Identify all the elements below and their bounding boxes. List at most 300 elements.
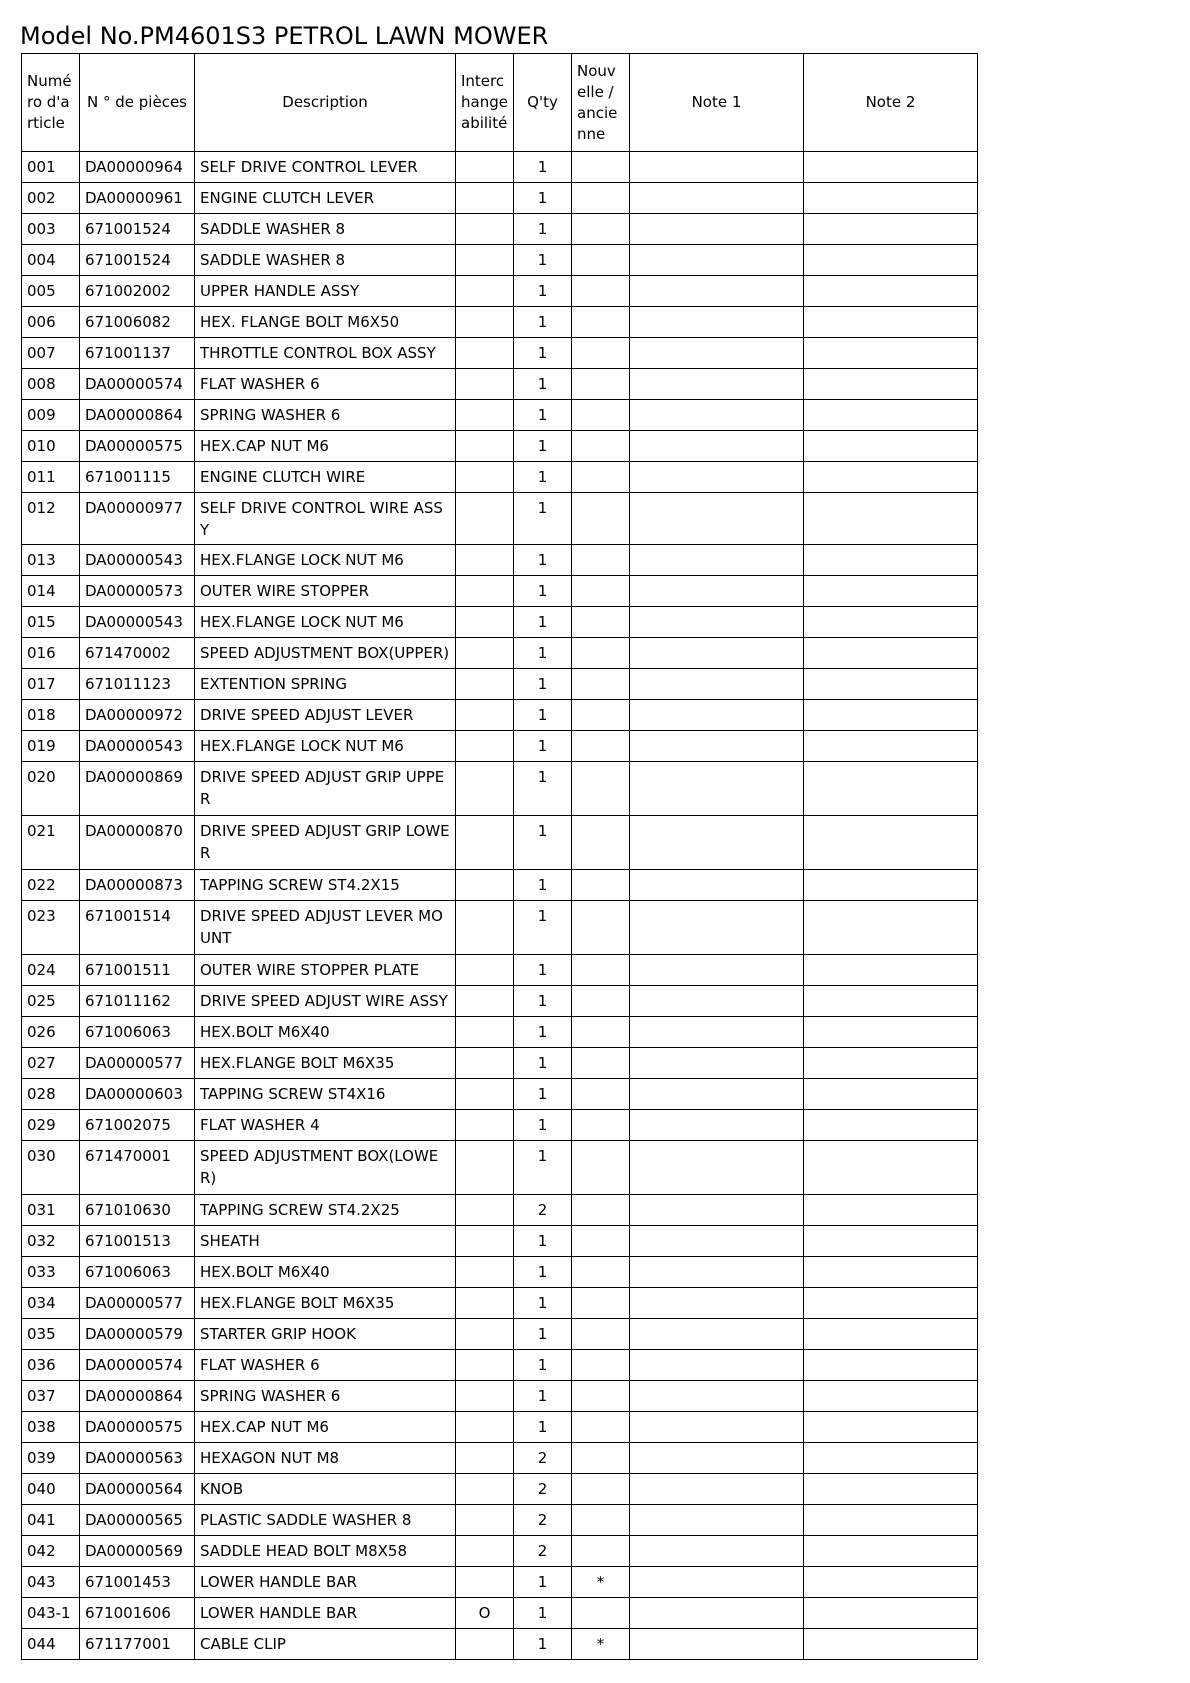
new-old-cell [572, 545, 630, 576]
description-cell: STARTER GRIP HOOK [195, 1319, 456, 1350]
note1-cell [630, 1412, 804, 1443]
part-number-cell: 671001514 [80, 901, 195, 955]
description-cell: DRIVE SPEED ADJUST WIRE ASSY [195, 986, 456, 1017]
interchangeability-cell [456, 545, 514, 576]
note2-cell [804, 762, 978, 816]
new-old-cell [572, 1195, 630, 1226]
quantity-cell: 1 [514, 1017, 572, 1048]
part-number-cell: DA00000972 [80, 700, 195, 731]
interchangeability-cell [456, 1017, 514, 1048]
description-cell: DRIVE SPEED ADJUST GRIP LOWER [195, 816, 456, 870]
table-header-row [22, 54, 978, 152]
quantity-cell: 1 [514, 1598, 572, 1629]
description-cell: HEX.BOLT M6X40 [195, 1017, 456, 1048]
note1-cell [630, 276, 804, 307]
note2-cell [804, 870, 978, 901]
note2-cell [804, 1350, 978, 1381]
part-number-cell: 671001115 [80, 462, 195, 493]
part-number-cell: 671006063 [80, 1017, 195, 1048]
note2-cell [804, 462, 978, 493]
note1-cell [630, 638, 804, 669]
description-cell: OUTER WIRE STOPPER PLATE [195, 955, 456, 986]
quantity-cell: 1 [514, 545, 572, 576]
interchangeability-cell: O [456, 1598, 514, 1629]
new-old-cell [572, 1505, 630, 1536]
interchangeability-cell [456, 731, 514, 762]
item-number-cell: 042 [22, 1536, 80, 1567]
quantity-cell: 1 [514, 1257, 572, 1288]
table-row [22, 1079, 978, 1110]
item-number-cell: 018 [22, 700, 80, 731]
quantity-cell: 1 [514, 1048, 572, 1079]
note1-cell [630, 607, 804, 638]
item-number-cell: 040 [22, 1474, 80, 1505]
description-cell: DRIVE SPEED ADJUST GRIP UPPER [195, 762, 456, 816]
table-row [22, 1319, 978, 1350]
note2-cell [804, 545, 978, 576]
quantity-cell: 1 [514, 493, 572, 545]
description-cell: HEX.CAP NUT M6 [195, 431, 456, 462]
item-number-cell: 030 [22, 1141, 80, 1195]
header-part-no: N ° de pièces [80, 54, 195, 152]
part-number-cell: 671001524 [80, 214, 195, 245]
note1-cell [630, 1195, 804, 1226]
item-number-cell: 025 [22, 986, 80, 1017]
new-old-cell [572, 1474, 630, 1505]
interchangeability-cell [456, 152, 514, 183]
item-number-cell: 012 [22, 493, 80, 545]
table-row [22, 1629, 978, 1660]
part-number-cell: DA00000864 [80, 400, 195, 431]
part-number-cell: DA00000870 [80, 816, 195, 870]
new-old-cell [572, 1017, 630, 1048]
header-note1: Note 1 [630, 54, 804, 152]
note1-cell [630, 901, 804, 955]
note2-cell [804, 1141, 978, 1195]
table-row [22, 1412, 978, 1443]
new-old-cell [572, 462, 630, 493]
interchangeability-cell [456, 431, 514, 462]
quantity-cell: 2 [514, 1195, 572, 1226]
part-number-cell: DA00000569 [80, 1536, 195, 1567]
description-cell: HEX.FLANGE BOLT M6X35 [195, 1288, 456, 1319]
quantity-cell: 1 [514, 986, 572, 1017]
page-title: Model No.PM4601S3 PETROL LAWN MOWER [20, 22, 549, 50]
description-cell: ENGINE CLUTCH LEVER [195, 183, 456, 214]
note1-cell [630, 870, 804, 901]
item-number-cell: 019 [22, 731, 80, 762]
new-old-cell [572, 870, 630, 901]
note2-cell [804, 431, 978, 462]
note2-cell [804, 1079, 978, 1110]
item-number-cell: 003 [22, 214, 80, 245]
note2-cell [804, 700, 978, 731]
table-row [22, 245, 978, 276]
new-old-cell [572, 1226, 630, 1257]
note1-cell [630, 986, 804, 1017]
note1-cell [630, 1141, 804, 1195]
table-row [22, 338, 978, 369]
item-number-cell: 022 [22, 870, 80, 901]
note1-cell [630, 1226, 804, 1257]
quantity-cell: 1 [514, 214, 572, 245]
description-cell: OUTER WIRE STOPPER [195, 576, 456, 607]
quantity-cell: 1 [514, 276, 572, 307]
description-cell: LOWER HANDLE BAR [195, 1567, 456, 1598]
item-number-cell: 023 [22, 901, 80, 955]
note2-cell [804, 245, 978, 276]
quantity-cell: 1 [514, 901, 572, 955]
item-number-cell: 026 [22, 1017, 80, 1048]
note2-cell [804, 1381, 978, 1412]
part-number-cell: DA00000543 [80, 545, 195, 576]
quantity-cell: 1 [514, 1567, 572, 1598]
interchangeability-cell [456, 400, 514, 431]
note1-cell [630, 669, 804, 700]
note2-cell [804, 955, 978, 986]
part-number-cell: 671001511 [80, 955, 195, 986]
description-cell: SELF DRIVE CONTROL LEVER [195, 152, 456, 183]
quantity-cell: 1 [514, 1141, 572, 1195]
quantity-cell: 1 [514, 400, 572, 431]
note1-cell [630, 1629, 804, 1660]
interchangeability-cell [456, 1288, 514, 1319]
part-number-cell: DA00000565 [80, 1505, 195, 1536]
header-interchangeability: Interchangeabilité [456, 54, 514, 152]
table-row [22, 576, 978, 607]
table-row [22, 731, 978, 762]
description-cell: PLASTIC SADDLE WASHER 8 [195, 1505, 456, 1536]
new-old-cell [572, 1141, 630, 1195]
item-number-cell: 017 [22, 669, 80, 700]
note1-cell [630, 462, 804, 493]
note1-cell [630, 1443, 804, 1474]
table-row [22, 870, 978, 901]
note1-cell [630, 431, 804, 462]
quantity-cell: 1 [514, 245, 572, 276]
part-number-cell: 671470002 [80, 638, 195, 669]
table-row [22, 762, 978, 816]
header-qty: Q'ty [514, 54, 572, 152]
table-row [22, 1598, 978, 1629]
interchangeability-cell [456, 1629, 514, 1660]
table-row [22, 276, 978, 307]
part-number-cell: DA00000579 [80, 1319, 195, 1350]
table-row [22, 816, 978, 870]
part-number-cell: DA00000543 [80, 607, 195, 638]
note1-cell [630, 1536, 804, 1567]
part-number-cell: DA00000577 [80, 1048, 195, 1079]
part-number-cell: 671011123 [80, 669, 195, 700]
note2-cell [804, 214, 978, 245]
new-old-cell [572, 431, 630, 462]
table-row [22, 183, 978, 214]
item-number-cell: 033 [22, 1257, 80, 1288]
interchangeability-cell [456, 493, 514, 545]
header-item-no: Numéro d'article [22, 54, 80, 152]
new-old-cell [572, 245, 630, 276]
note2-cell [804, 901, 978, 955]
quantity-cell: 1 [514, 700, 572, 731]
interchangeability-cell [456, 462, 514, 493]
quantity-cell: 1 [514, 152, 572, 183]
part-number-cell: DA00000873 [80, 870, 195, 901]
table-row [22, 214, 978, 245]
interchangeability-cell [456, 1110, 514, 1141]
note2-cell [804, 638, 978, 669]
interchangeability-cell [456, 1567, 514, 1598]
interchangeability-cell [456, 1443, 514, 1474]
item-number-cell: 039 [22, 1443, 80, 1474]
quantity-cell: 1 [514, 1110, 572, 1141]
item-number-cell: 004 [22, 245, 80, 276]
table-row [22, 462, 978, 493]
quantity-cell: 1 [514, 369, 572, 400]
new-old-cell [572, 1110, 630, 1141]
new-old-cell [572, 493, 630, 545]
quantity-cell: 1 [514, 1319, 572, 1350]
description-cell: SPEED ADJUSTMENT BOX(LOWER) [195, 1141, 456, 1195]
note1-cell [630, 1505, 804, 1536]
description-cell: EXTENTION SPRING [195, 669, 456, 700]
item-number-cell: 037 [22, 1381, 80, 1412]
description-cell: HEX.BOLT M6X40 [195, 1257, 456, 1288]
parts-table [21, 53, 978, 1660]
new-old-cell [572, 762, 630, 816]
new-old-cell [572, 338, 630, 369]
note1-cell [630, 955, 804, 986]
item-number-cell: 014 [22, 576, 80, 607]
part-number-cell: DA00000575 [80, 1412, 195, 1443]
quantity-cell: 1 [514, 576, 572, 607]
interchangeability-cell [456, 576, 514, 607]
part-number-cell: DA00000864 [80, 1381, 195, 1412]
quantity-cell: 1 [514, 762, 572, 816]
new-old-cell [572, 1288, 630, 1319]
new-old-cell [572, 700, 630, 731]
description-cell: ENGINE CLUTCH WIRE [195, 462, 456, 493]
table-row [22, 1350, 978, 1381]
description-cell: KNOB [195, 1474, 456, 1505]
quantity-cell: 1 [514, 638, 572, 669]
note2-cell [804, 1629, 978, 1660]
quantity-cell: 1 [514, 183, 572, 214]
table-row [22, 986, 978, 1017]
description-cell: HEXAGON NUT M8 [195, 1443, 456, 1474]
part-number-cell: 671470001 [80, 1141, 195, 1195]
new-old-cell [572, 607, 630, 638]
description-cell: UPPER HANDLE ASSY [195, 276, 456, 307]
part-number-cell: DA00000603 [80, 1079, 195, 1110]
item-number-cell: 031 [22, 1195, 80, 1226]
note2-cell [804, 1195, 978, 1226]
note2-cell [804, 493, 978, 545]
table-row [22, 901, 978, 955]
new-old-cell [572, 1412, 630, 1443]
quantity-cell: 1 [514, 338, 572, 369]
part-number-cell: 671001513 [80, 1226, 195, 1257]
table-row [22, 700, 978, 731]
note1-cell [630, 1350, 804, 1381]
part-number-cell: 671010630 [80, 1195, 195, 1226]
description-cell: HEX.FLANGE BOLT M6X35 [195, 1048, 456, 1079]
interchangeability-cell [456, 183, 514, 214]
interchangeability-cell [456, 338, 514, 369]
new-old-cell [572, 669, 630, 700]
table-row [22, 1110, 978, 1141]
description-cell: FLAT WASHER 4 [195, 1110, 456, 1141]
table-row [22, 607, 978, 638]
new-old-cell [572, 1381, 630, 1412]
table-row [22, 400, 978, 431]
part-number-cell: 671001453 [80, 1567, 195, 1598]
item-number-cell: 032 [22, 1226, 80, 1257]
description-cell: LOWER HANDLE BAR [195, 1598, 456, 1629]
interchangeability-cell [456, 700, 514, 731]
description-cell: SPEED ADJUSTMENT BOX(UPPER) [195, 638, 456, 669]
new-old-cell [572, 1598, 630, 1629]
table-row [22, 1536, 978, 1567]
note2-cell [804, 731, 978, 762]
interchangeability-cell [456, 1079, 514, 1110]
note1-cell [630, 545, 804, 576]
part-number-cell: 671002075 [80, 1110, 195, 1141]
new-old-cell [572, 1350, 630, 1381]
item-number-cell: 024 [22, 955, 80, 986]
note1-cell [630, 152, 804, 183]
item-number-cell: 001 [22, 152, 80, 183]
table-row [22, 1257, 978, 1288]
item-number-cell: 011 [22, 462, 80, 493]
description-cell: HEX.FLANGE LOCK NUT M6 [195, 731, 456, 762]
quantity-cell: 2 [514, 1536, 572, 1567]
part-number-cell: DA00000977 [80, 493, 195, 545]
description-cell: DRIVE SPEED ADJUST LEVER MOUNT [195, 901, 456, 955]
note1-cell [630, 1017, 804, 1048]
quantity-cell: 1 [514, 307, 572, 338]
interchangeability-cell [456, 214, 514, 245]
interchangeability-cell [456, 669, 514, 700]
header-description: Description [195, 54, 456, 152]
table-row [22, 1141, 978, 1195]
note2-cell [804, 1412, 978, 1443]
table-row [22, 1505, 978, 1536]
note1-cell [630, 1048, 804, 1079]
table-row [22, 1288, 978, 1319]
new-old-cell: * [572, 1567, 630, 1598]
table-row [22, 152, 978, 183]
part-number-cell: DA00000574 [80, 1350, 195, 1381]
part-number-cell: DA00000869 [80, 762, 195, 816]
note1-cell [630, 1474, 804, 1505]
quantity-cell: 1 [514, 1381, 572, 1412]
item-number-cell: 043-1 [22, 1598, 80, 1629]
item-number-cell: 020 [22, 762, 80, 816]
quantity-cell: 2 [514, 1443, 572, 1474]
note1-cell [630, 700, 804, 731]
interchangeability-cell [456, 245, 514, 276]
note2-cell [804, 607, 978, 638]
header-new-old: Nouvelle / ancienne [572, 54, 630, 152]
new-old-cell [572, 1536, 630, 1567]
part-number-cell: 671002002 [80, 276, 195, 307]
note1-cell [630, 1598, 804, 1629]
note1-cell [630, 183, 804, 214]
new-old-cell [572, 576, 630, 607]
note1-cell [630, 1567, 804, 1598]
note1-cell [630, 1288, 804, 1319]
new-old-cell [572, 307, 630, 338]
description-cell: SADDLE WASHER 8 [195, 214, 456, 245]
item-number-cell: 038 [22, 1412, 80, 1443]
interchangeability-cell [456, 1350, 514, 1381]
table-row [22, 431, 978, 462]
description-cell: CABLE CLIP [195, 1629, 456, 1660]
item-number-cell: 044 [22, 1629, 80, 1660]
new-old-cell [572, 1257, 630, 1288]
description-cell: SELF DRIVE CONTROL WIRE ASSY [195, 493, 456, 545]
item-number-cell: 015 [22, 607, 80, 638]
description-cell: SADDLE HEAD BOLT M8X58 [195, 1536, 456, 1567]
description-cell: THROTTLE CONTROL BOX ASSY [195, 338, 456, 369]
part-number-cell: DA00000563 [80, 1443, 195, 1474]
item-number-cell: 005 [22, 276, 80, 307]
note2-cell [804, 1536, 978, 1567]
item-number-cell: 021 [22, 816, 80, 870]
part-number-cell: DA00000564 [80, 1474, 195, 1505]
description-cell: TAPPING SCREW ST4.2X25 [195, 1195, 456, 1226]
note2-cell [804, 816, 978, 870]
quantity-cell: 1 [514, 1288, 572, 1319]
description-cell: TAPPING SCREW ST4X16 [195, 1079, 456, 1110]
description-cell: DRIVE SPEED ADJUST LEVER [195, 700, 456, 731]
table-row [22, 638, 978, 669]
table-row [22, 1474, 978, 1505]
item-number-cell: 007 [22, 338, 80, 369]
new-old-cell [572, 1443, 630, 1474]
note2-cell [804, 1226, 978, 1257]
table-row [22, 493, 978, 545]
quantity-cell: 2 [514, 1505, 572, 1536]
note2-cell [804, 152, 978, 183]
part-number-cell: 671001524 [80, 245, 195, 276]
interchangeability-cell [456, 955, 514, 986]
new-old-cell [572, 1319, 630, 1350]
table-row [22, 545, 978, 576]
description-cell: SPRING WASHER 6 [195, 1381, 456, 1412]
item-number-cell: 043 [22, 1567, 80, 1598]
new-old-cell [572, 152, 630, 183]
note1-cell [630, 762, 804, 816]
quantity-cell: 1 [514, 870, 572, 901]
note1-cell [630, 493, 804, 545]
note1-cell [630, 731, 804, 762]
interchangeability-cell [456, 762, 514, 816]
interchangeability-cell [456, 1412, 514, 1443]
quantity-cell: 1 [514, 607, 572, 638]
quantity-cell: 1 [514, 431, 572, 462]
description-cell: FLAT WASHER 6 [195, 369, 456, 400]
table-row [22, 307, 978, 338]
quantity-cell: 1 [514, 955, 572, 986]
note1-cell [630, 576, 804, 607]
description-cell: FLAT WASHER 6 [195, 1350, 456, 1381]
note2-cell [804, 307, 978, 338]
interchangeability-cell [456, 901, 514, 955]
note1-cell [630, 1381, 804, 1412]
note1-cell [630, 1319, 804, 1350]
interchangeability-cell [456, 986, 514, 1017]
